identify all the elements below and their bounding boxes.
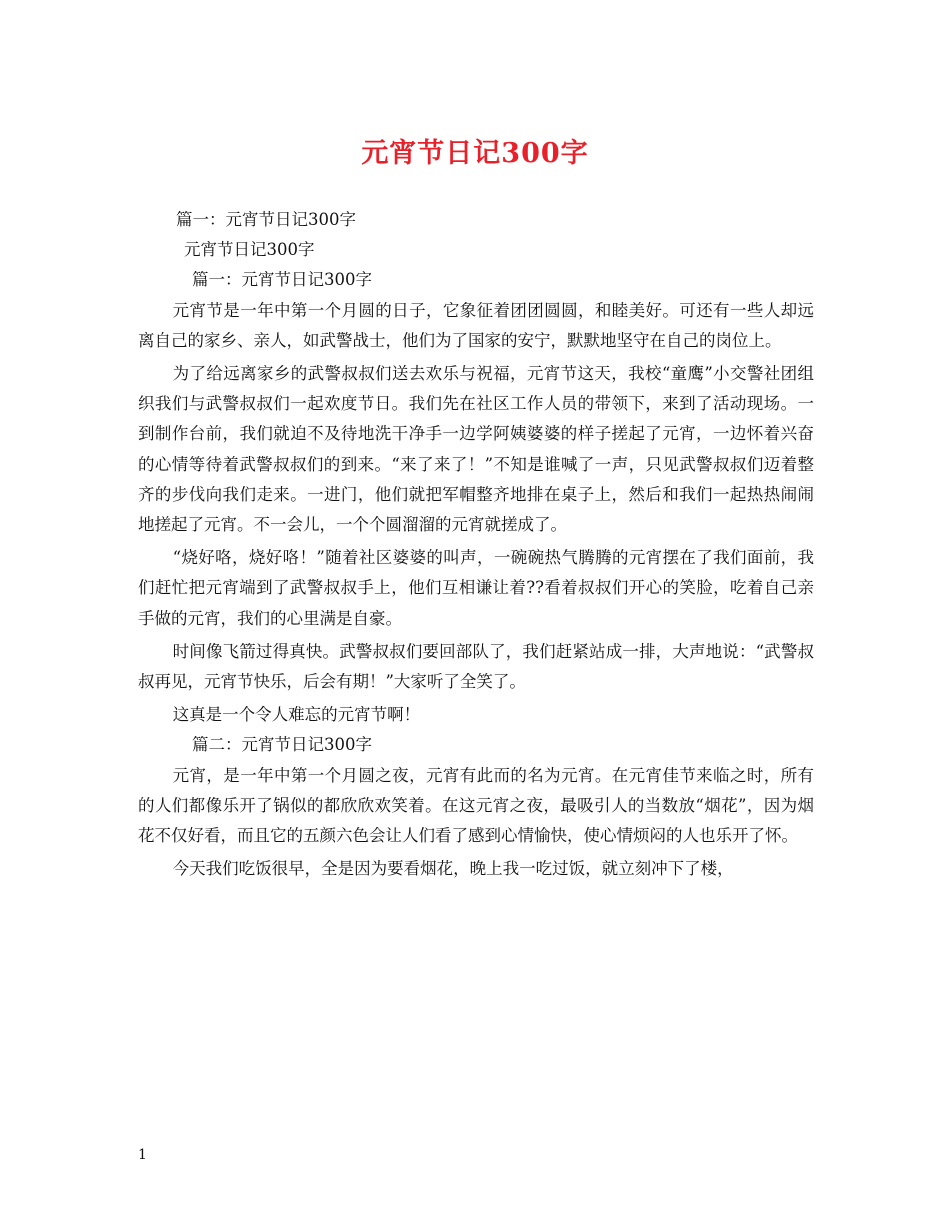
paragraph: “烧好咯，烧好咯！”随着社区婆婆的叫声，一碗碗热气腾腾的元宵摆在了我们面前，我们赶忙把元宵端到了武警叔叔手上，他们互相谦让着??看着叔叔们开心的笑脸，吃着自己亲手做的元宵，我们的心里满是自豪。 — [138, 548, 814, 628]
section-heading: 篇二：元宵节日记300字 — [192, 735, 372, 755]
paragraph: 今天我们吃饭很早，全是因为要看烟花，晚上我一吃过饭，就立刻冲下了楼， — [172, 859, 734, 879]
paragraph: 为了给远离家乡的武警叔叔们送去欢乐与祝福，元宵节这天，我校“童鹰”小交警社团组织我们与武警叔叔们一起欢度节日。我们先在社区工作人员的带领下，来到了活动现场。一到制作台前，我们就迫不及待地洗干净手一边学阿姨婆婆的样子搓起了元宵，一边怀着兴奋的心情等待着武警叔叔们的到来。“来了来了！”不知是谁喊了一声，只见武警叔叔们迈着整齐的步伐向我们走来。一进门，他们就把军帽整齐地排在桌子上，然后和我们一起热热闹闹地搓起了元宵。不一会儿，一个个圆溜溜的元宵就搓成了。 — [138, 364, 814, 535]
paragraph: 元宵节是一年中第一个月圆的日子，它象征着团团圆圆，和睦美好。可还有一些人却远离自己的家乡、亲人，如武警战士，他们为了国家的安宁，默默地坚守在自己的岗位上。 — [138, 300, 814, 350]
article-subtitle: 元宵节日记300字 — [184, 240, 315, 260]
paragraph: 时间像飞箭过得真快。武警叔叔们要回部队了，我们赶紧站成一排，大声地说：“武警叔叔再见，元宵节快乐，后会有期！”大家听了全笑了。 — [138, 641, 814, 692]
section-heading: 篇一：元宵节日记300字 — [176, 210, 356, 229]
page-number: 1 — [138, 1147, 147, 1163]
section-heading: 篇一：元宵节日记300字 — [192, 270, 372, 290]
document-title: 元宵节日记300字 — [361, 138, 589, 169]
paragraph: 元宵，是一年中第一个月圆之夜，元宵有此而的名为元宵。在元宵佳节来临之时，所有的人们都像乐开了锅似的都欣欣欢笑着。在这元宵之夜，最吸引人的当数放“烟花”，因为烟花不仅好看，而且它的五颜六色会让人们看了感到心情愉快，使心情烦闷的人也乐开了怀。 — [138, 765, 814, 846]
paragraph: 这真是一个令人难忘的元宵节啊！ — [172, 705, 421, 725]
document-body — [138, 205, 814, 884]
